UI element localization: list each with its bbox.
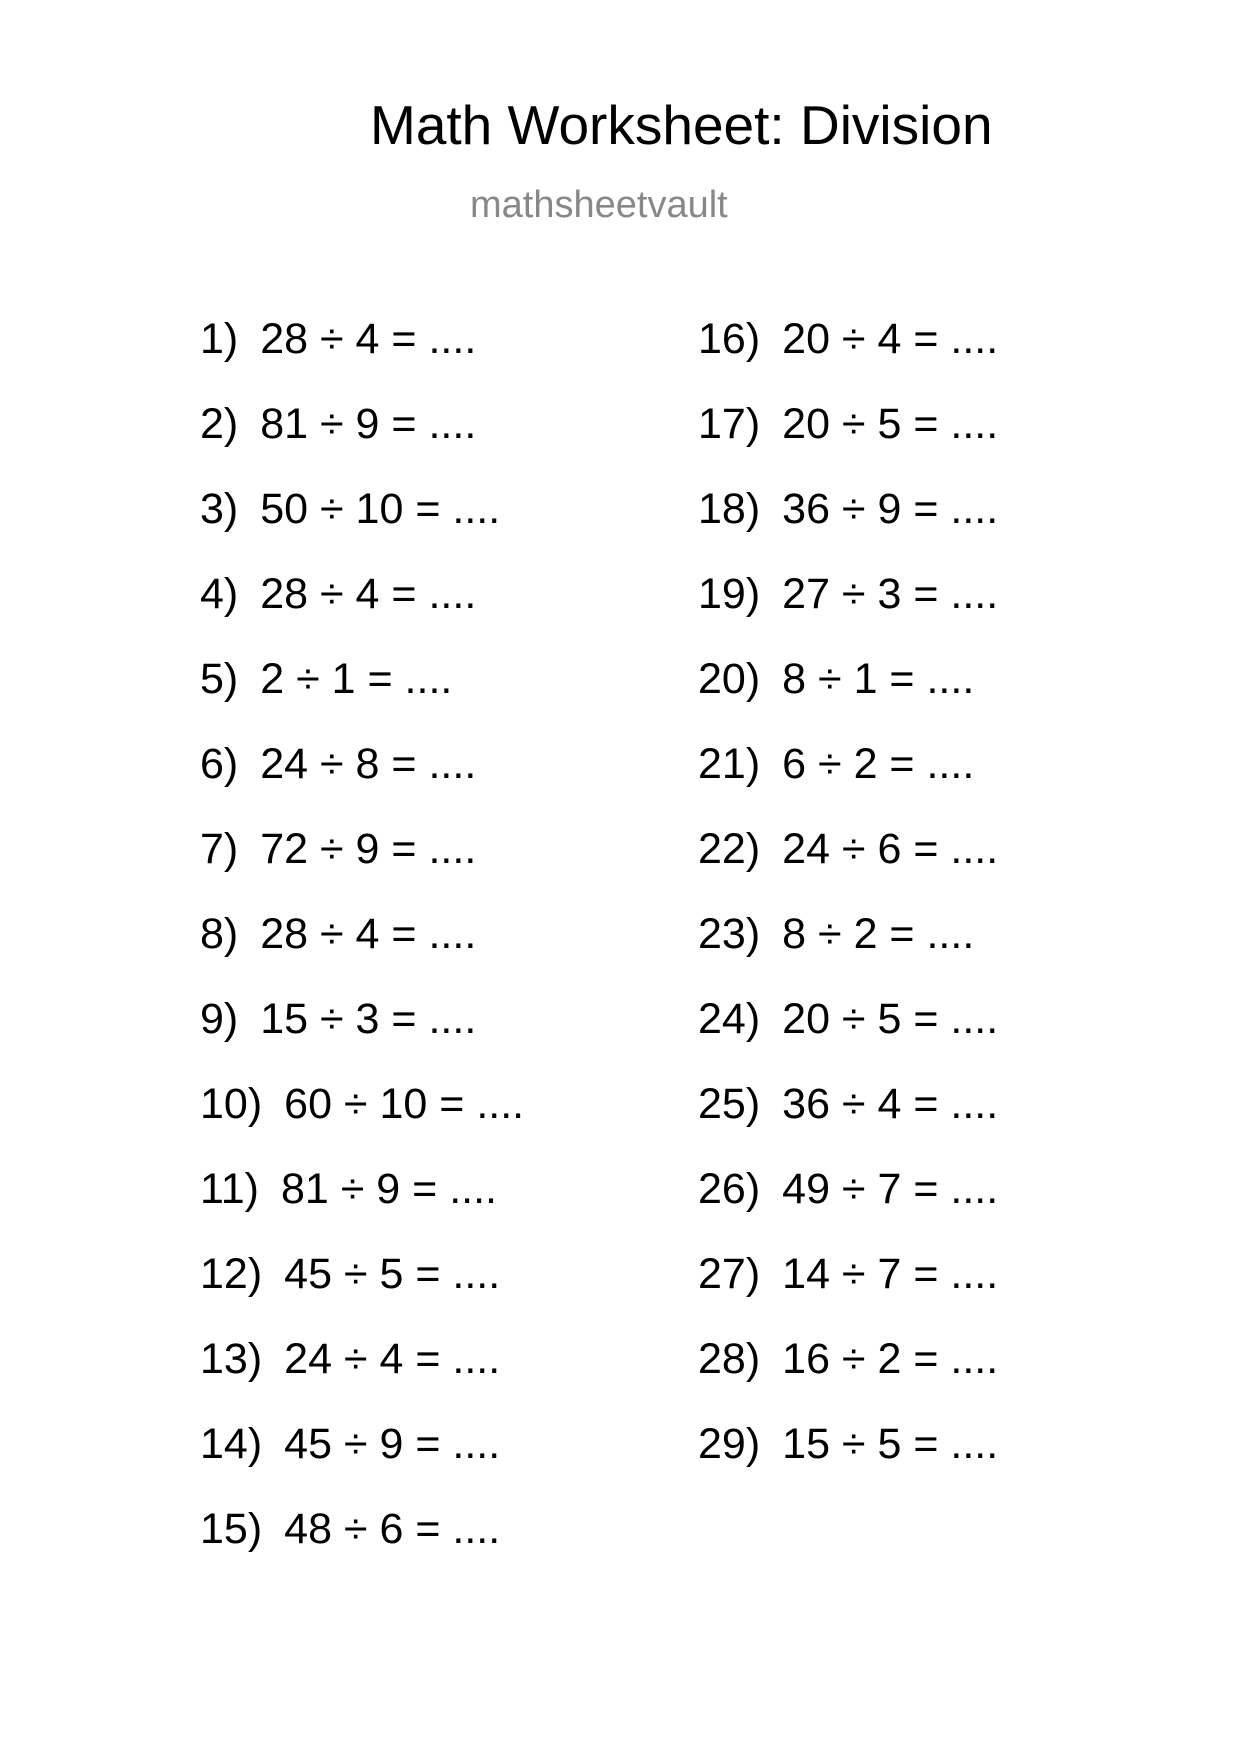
problem-number: 2) xyxy=(200,400,239,448)
problem-expression: 49 ÷ 7 = .... xyxy=(782,1165,999,1213)
problem-expression: 72 ÷ 9 = .... xyxy=(260,825,477,873)
problem-item xyxy=(698,740,975,788)
problem-number: 26) xyxy=(698,1165,761,1213)
problem-item xyxy=(698,825,999,873)
problem-expression: 45 ÷ 5 = .... xyxy=(284,1250,501,1298)
problem-expression: 8 ÷ 2 = .... xyxy=(782,910,975,958)
problem-expression: 2 ÷ 1 = .... xyxy=(260,655,453,703)
page-title: Math Worksheet: Division xyxy=(370,94,993,156)
problem-item xyxy=(698,655,975,703)
problem-number: 25) xyxy=(698,1080,761,1128)
problem-number: 20) xyxy=(698,655,761,703)
problem-number: 16) xyxy=(698,315,761,363)
problem-number: 15) xyxy=(200,1505,263,1553)
page-subtitle: mathsheetvault xyxy=(470,184,728,226)
problem-number: 17) xyxy=(698,400,761,448)
problem-expression: 28 ÷ 4 = .... xyxy=(260,910,477,958)
problem-expression: 50 ÷ 10 = .... xyxy=(260,485,501,533)
problem-item xyxy=(200,1420,501,1468)
problem-item xyxy=(200,655,453,703)
problem-expression: 60 ÷ 10 = .... xyxy=(284,1080,525,1128)
problem-number: 6) xyxy=(200,740,239,788)
problem-number: 29) xyxy=(698,1420,761,1468)
problem-item xyxy=(698,400,999,448)
problem-item xyxy=(698,1080,999,1128)
problem-item xyxy=(200,400,477,448)
problem-item xyxy=(200,485,501,533)
problem-expression: 16 ÷ 2 = .... xyxy=(782,1335,999,1383)
problem-expression: 81 ÷ 9 = .... xyxy=(280,1165,497,1213)
problem-number: 3) xyxy=(200,485,239,533)
problem-expression: 14 ÷ 7 = .... xyxy=(782,1250,999,1298)
problem-item xyxy=(698,995,999,1043)
problem-expression: 28 ÷ 4 = .... xyxy=(260,315,477,363)
problem-expression: 20 ÷ 5 = .... xyxy=(782,995,999,1043)
problem-number: 21) xyxy=(698,740,761,788)
problem-expression: 8 ÷ 1 = .... xyxy=(782,655,975,703)
problem-number: 24) xyxy=(698,995,761,1043)
problem-expression: 36 ÷ 9 = .... xyxy=(782,485,999,533)
problem-expression: 24 ÷ 4 = .... xyxy=(284,1335,501,1383)
problem-number: 22) xyxy=(698,825,761,873)
problem-number: 7) xyxy=(200,825,239,873)
problem-number: 11) xyxy=(200,1165,259,1213)
problem-expression: 20 ÷ 4 = .... xyxy=(782,315,999,363)
problem-number: 1) xyxy=(200,315,239,363)
problem-expression: 6 ÷ 2 = .... xyxy=(782,740,975,788)
problem-number: 10) xyxy=(200,1080,263,1128)
problem-item xyxy=(698,1335,999,1383)
problem-number: 27) xyxy=(698,1250,761,1298)
problem-number: 8) xyxy=(200,910,239,958)
problem-item xyxy=(200,1250,501,1298)
problem-expression: 24 ÷ 8 = .... xyxy=(260,740,477,788)
problem-item xyxy=(200,1505,501,1553)
problem-item xyxy=(698,1420,999,1468)
problem-item xyxy=(698,485,999,533)
problem-item xyxy=(200,910,477,958)
problem-number: 9) xyxy=(200,995,239,1043)
problem-number: 12) xyxy=(200,1250,263,1298)
problem-expression: 24 ÷ 6 = .... xyxy=(782,825,999,873)
problem-item xyxy=(200,570,477,618)
problem-expression: 27 ÷ 3 = .... xyxy=(782,570,999,618)
problem-number: 14) xyxy=(200,1420,263,1468)
problem-expression: 15 ÷ 5 = .... xyxy=(782,1420,999,1468)
problem-item xyxy=(200,1335,501,1383)
problem-number: 13) xyxy=(200,1335,263,1383)
problem-item xyxy=(200,995,477,1043)
problem-item xyxy=(698,570,999,618)
problem-number: 5) xyxy=(200,655,239,703)
problem-item xyxy=(200,1080,525,1128)
problem-expression: 36 ÷ 4 = .... xyxy=(782,1080,999,1128)
problem-expression: 28 ÷ 4 = .... xyxy=(260,570,477,618)
problem-item xyxy=(200,315,477,363)
problem-expression: 20 ÷ 5 = .... xyxy=(782,400,999,448)
problem-item xyxy=(200,740,477,788)
problem-item xyxy=(698,315,999,363)
problem-expression: 81 ÷ 9 = .... xyxy=(260,400,477,448)
problem-number: 23) xyxy=(698,910,761,958)
problem-number: 28) xyxy=(698,1335,761,1383)
problem-expression: 45 ÷ 9 = .... xyxy=(284,1420,501,1468)
problem-item xyxy=(200,825,477,873)
problem-item xyxy=(200,1165,497,1213)
problem-item xyxy=(698,1165,999,1213)
problem-number: 4) xyxy=(200,570,239,618)
problem-item xyxy=(698,910,975,958)
problem-number: 18) xyxy=(698,485,761,533)
problem-expression: 48 ÷ 6 = .... xyxy=(284,1505,501,1553)
problem-item xyxy=(698,1250,999,1298)
problem-number: 19) xyxy=(698,570,761,618)
problem-expression: 15 ÷ 3 = .... xyxy=(260,995,477,1043)
